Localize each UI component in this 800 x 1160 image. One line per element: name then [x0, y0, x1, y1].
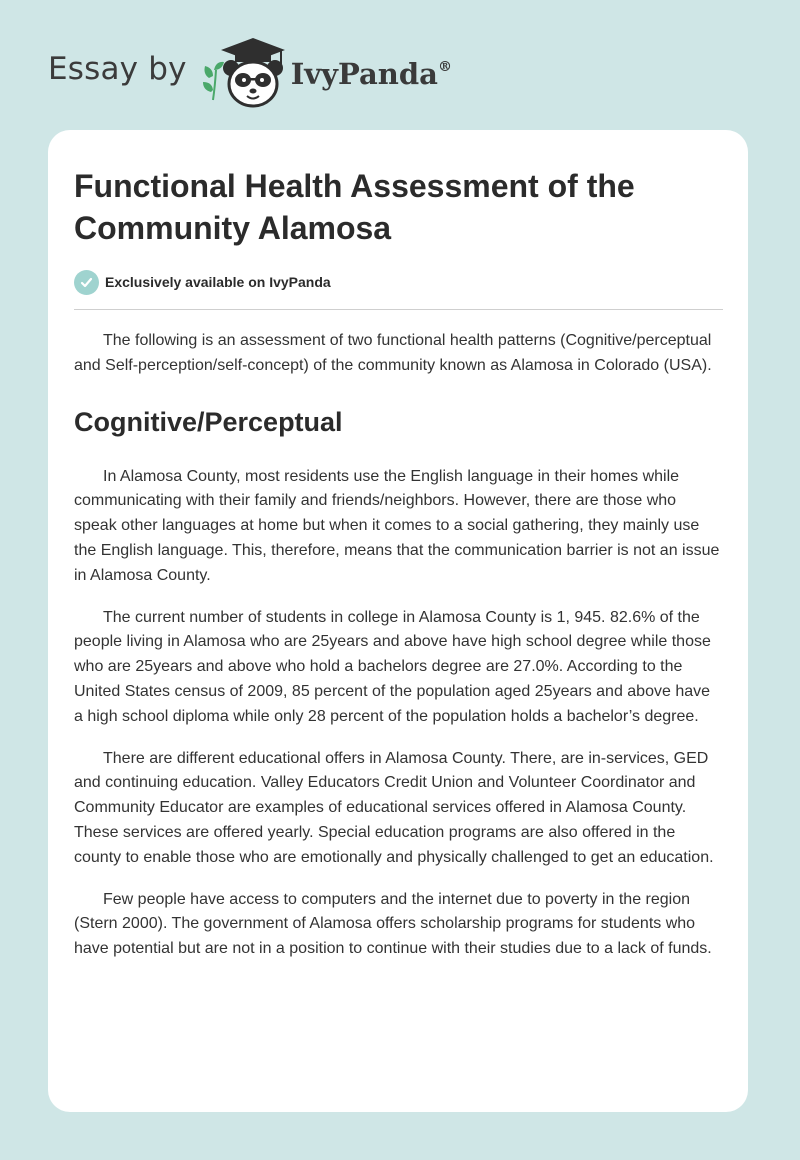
body-paragraph: Few people have access to computers and the internet due to poverty in the region (Stern 2000). The government of Alamosa offers scholarship programs for students who have potential but are not in a position to continue with their studies due to a lack of funds. [74, 890, 712, 958]
exclusive-badge [74, 269, 722, 295]
article-title: Functional Health Assessment of the Community Alamosa [74, 168, 635, 246]
section-heading: Cognitive/Perceptual [74, 406, 343, 437]
exclusive-label: Exclusively available on IvyPanda [105, 274, 331, 290]
body-paragraph: In Alamosa County, most residents use the English language in their homes while communicating with their family and friends/neighbors. However, there are those who speak other languages at home but when it comes to a social gathering, they mainly use the English language. This, therefore, means that the communication barrier is not an issue in Alamosa County. [74, 467, 720, 584]
body-paragraph: The current number of students in college in Alamosa County is 1, 945. 82.6% of the people living in Alamosa who are 25years and above have high school degree while those who are 25years and above who hold a bachelors degree are 27.0%. According to the United States census of 2009, 85 percent of the population aged 25years and above have a high school diploma while only 28 percent of the population holds a bachelor’s degree. [74, 608, 711, 725]
article-card [48, 130, 748, 1112]
site-header [48, 34, 452, 110]
registered-mark: ® [437, 59, 452, 75]
brand-name[interactable] [291, 57, 452, 91]
essay-by-label: Essay by [48, 51, 187, 87]
body-paragraph: There are different educational offers in Alamosa County. There, are in-services, GED and continuing education. Valley Educators Credit Union and Volunteer Coordinator and Community Educator are examples of educational services offered in Alamosa County. These services are offered yearly. Special education programs are also offered in the county to enable those who are emotionally and physically challenged to get an education. [74, 749, 714, 866]
panda-graduate-logo-icon[interactable] [201, 34, 287, 110]
checkmark-icon [74, 270, 99, 295]
intro-paragraph: The following is an assessment of two functional health patterns (Cognitive/perceptual and Self-perception/self-concept) of the community known as Alamosa in Colorado (USA). [74, 332, 712, 374]
brand-text: IvyPanda [290, 57, 438, 91]
divider [74, 309, 723, 310]
